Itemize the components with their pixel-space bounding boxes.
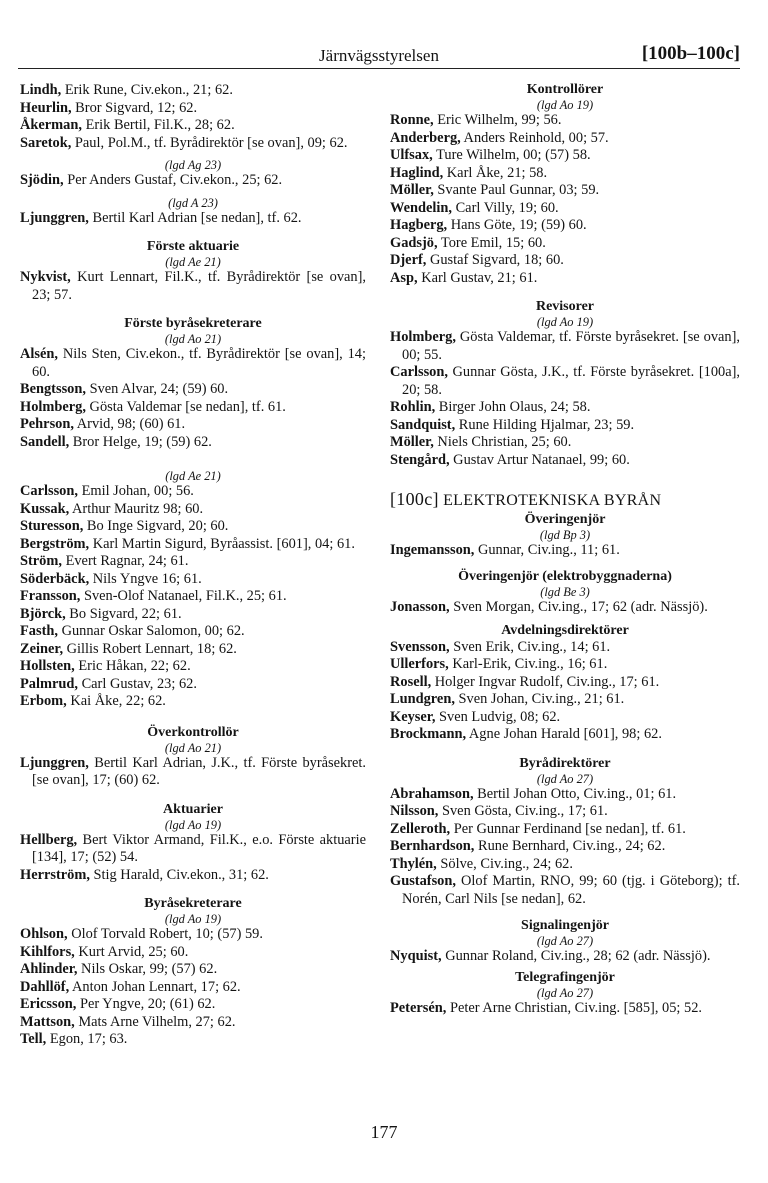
salary-grade: (lgd Ae 21) [165,469,221,483]
person-details: Bo Sigvard, 22; 61. [65,605,182,622]
list-item [20,346,366,381]
person-surname: Lundgren, [390,691,455,707]
list-item [20,1031,366,1049]
list-item [390,270,740,288]
list-item [20,693,366,711]
person-details: Evert Ragnar, 24; 61. [61,553,189,569]
list-item [20,755,366,790]
person-details: Per Anders Gustaf, Civ.ekon., 25; 62. [63,172,283,188]
person-details: Bror Sigvard, 12; 62. [71,99,198,116]
list-item [20,996,366,1014]
person-surname: Björck, [20,605,66,622]
person-surname: Zelleroth, [390,820,451,837]
person-surname: Holmberg, [390,329,456,345]
list-item [20,676,366,694]
person-surname: Åkerman, [20,117,82,133]
section [20,316,366,451]
list-item [390,856,740,874]
list-item [20,100,366,118]
list-item [390,639,740,657]
person-details: Bertil Johan Otto, Civ.ing., 01; 61. [473,785,677,802]
person-surname: Erbom, [20,693,67,709]
person-surname: Möller, [390,434,434,450]
person-surname: Söderbäck, [20,570,90,587]
person-details: Rune Bernhard, Civ.ing., 24; 62. [474,838,666,854]
right-column [390,82,740,1017]
list-item [390,873,740,908]
list-item [390,434,740,452]
person-details: Carl Villy, 19; 60. [451,199,559,216]
list-item [20,381,366,399]
person-details: Nils Yngve 16; 61. [89,570,202,587]
salary-grade: (lgd Ao 19) [164,817,222,832]
person-surname: Ullerfors, [390,656,449,672]
person-details: Eric Håkan, 22; 62. [74,658,191,674]
list-item [20,210,366,228]
person-surname: Holmberg, [20,398,86,415]
person-surname: Nyquist, [390,948,442,964]
person-details: Gillis Robert Lennart, 18; 62. [63,640,237,657]
list-item [20,518,366,536]
section [20,469,366,711]
person-details: Birger John Olaus, 24; 58. [435,399,591,415]
person-surname: Mattson, [20,1013,75,1030]
salary-grade: (lgd Ao 19) [536,98,594,112]
list-item [390,656,740,674]
person-surname: Hellberg, [20,831,78,848]
person-details: Sven Gösta, Civ.ing., 17; 61. [438,803,608,819]
list-item [390,165,740,183]
person-surname: Svensson, [390,638,450,655]
person-surname: Alsén, [20,346,58,362]
person-details: Karl Martin Sigurd, Byråassist. [601], 04; 61. [89,535,355,552]
person-details: Karl Gustav, 21; 61. [417,269,538,286]
person-details: Olof Martin, RNO, 99; 60 (tjg. i Göteborg); tf. Norén, Carl Nils [se nedan], 62. [402,873,740,907]
person-surname: Rosell, [390,673,432,690]
list-item [390,399,740,417]
list-item [20,483,366,501]
list-item [390,726,740,744]
list-item [20,606,366,624]
person-surname: Asp, [390,269,418,286]
person-surname: Rohlin, [390,399,436,415]
person-surname: Herrström, [20,866,90,883]
salary-grade: (lgd Ao 19) [536,315,594,329]
person-surname: Petersén, [390,999,447,1016]
person-details: Bertil Karl Adrian, J.K., tf. Förste byråsekret. [se ovan], 17; (60) 62. [32,754,366,788]
person-details: Nils Oskar, 99; (57) 62. [77,961,218,977]
page-number: 177 [370,1122,398,1142]
section [390,918,740,966]
person-surname: Abrahamson, [390,785,474,802]
person-surname: Keyser, [390,708,436,725]
list-item [20,501,366,519]
section-heading: Kontrollörer [526,82,604,97]
person-surname: Djerf, [390,252,427,268]
list-item [390,452,740,470]
person-details: Gustav Artur Natanael, 99; 60. [449,451,630,468]
person-surname: Kussak, [20,500,70,517]
person-surname: Sturesson, [20,518,84,534]
section [390,569,740,617]
running-header [18,40,740,69]
person-details: Sölve, Civ.ing., 24; 62. [436,855,573,872]
section-heading: Revisorer [535,299,595,314]
person-surname: Kihlfors, [20,943,75,960]
list-item [390,235,740,253]
section [390,299,740,469]
section [390,756,740,909]
person-details: Hans Göte, 19; (59) 60. [447,217,587,233]
person-surname: Saretok, [20,134,72,151]
person-surname: Palmrud, [20,675,78,692]
list-item [390,1000,740,1018]
list-item [20,172,366,190]
person-details: Agne Johan Harald [601], 98; 62. [466,726,662,742]
person-details: Erik Bertil, Fil.K., 28; 62. [81,117,235,133]
list-item [20,658,366,676]
section-heading: Överkontrollör [147,724,239,740]
running-title: Järnvägsstyrelsen [319,46,439,65]
section-heading: Överingenjör [524,511,606,527]
list-item [390,147,740,165]
list-item [20,269,366,304]
list-item [20,867,366,885]
salary-grade: (lgd Ao 21) [164,740,222,755]
list-item [20,399,366,417]
person-surname: Sandell, [20,433,70,450]
person-details: Sven Ludvig, 08; 62. [435,708,561,725]
list-item [390,329,740,364]
person-surname: Carlsson, [20,483,78,499]
person-details: Kurt Arvid, 25; 60. [74,943,189,960]
person-details: Mats Arne Vilhelm, 27; 62. [74,1013,236,1030]
person-details: Sven Alvar, 24; (59) 60. [85,381,229,397]
person-details: Stig Harald, Civ.ekon., 31; 62. [89,866,269,883]
person-surname: Ljunggren, [20,209,89,226]
person-details: Bo Inge Sigvard, 20; 60. [83,518,229,534]
section [20,158,366,190]
salary-grade: (lgd Ao 27) [536,771,594,786]
person-details: Arthur Mauritz 98; 60. [69,500,204,517]
person-surname: Gustafson, [390,873,456,889]
person-surname: Fasth, [20,623,58,639]
person-surname: Dahllöf, [20,978,70,995]
salary-grade: (lgd A 23) [168,195,218,210]
person-surname: Hagberg, [390,217,448,233]
salary-grade: (lgd Ae 21) [165,255,221,269]
person-details: Sven Morgan, Civ.ing., 17; 62 (adr. Nässjö). [449,599,708,615]
person-details: Sven-Olof Natanael, Fil.K., 25; 61. [80,588,287,604]
list-item [20,82,366,100]
person-details: Sven Johan, Civ.ing., 21; 61. [454,691,625,707]
section [20,896,366,1049]
left-column [20,82,366,1049]
list-item [390,182,740,200]
person-details: Gösta Valdemar, tf. Förste byråsekret. [se ovan], 00; 55. [402,329,740,363]
list-item [20,1014,366,1032]
person-surname: Ronne, [390,112,434,128]
person-surname: Bernhardson, [390,838,475,854]
list-item [20,588,366,606]
person-details: Tore Emil, 15; 60. [437,234,546,251]
list-item [390,112,740,130]
list-item [20,832,366,867]
section-heading: Signalingenjör [521,918,609,933]
person-details: Paul, Pol.M., tf. Byrådirektör [se ovan], 09; 62. [71,134,348,151]
list-item [390,130,740,148]
list-item [390,252,740,270]
list-item [20,434,366,452]
section [390,970,740,1018]
person-details: Niels Christian, 25; 60. [433,434,572,450]
person-surname: Gadsjö, [390,234,438,251]
list-item [390,786,740,804]
section-heading: Förste aktuarie [146,239,240,254]
list-item [390,803,740,821]
person-details: Karl-Erik, Civ.ing., 16; 61. [448,656,608,672]
person-surname: Pehrson, [20,416,74,432]
list-item [20,926,366,944]
list-item [390,599,740,617]
list-item [20,944,366,962]
list-item [390,674,740,692]
person-surname: Bengtsson, [20,381,86,397]
salary-grade: (lgd Ao 21) [164,332,222,346]
list-item [20,135,366,153]
list-item [390,364,740,399]
section [20,196,366,228]
person-surname: Ulfsax, [390,147,433,163]
list-item [20,641,366,659]
person-surname: Ingemansson, [390,541,475,558]
section-heading: Telegrafingenjör [515,969,615,985]
person-details: Kai Åke, 22; 62. [66,693,166,709]
section [20,239,366,304]
person-details: Bert Viktor Armand, Fil.K., e.o. Förste aktuarie [134], 17; (52) 54. [32,831,366,865]
list-item [390,217,740,235]
person-details: Nils Sten, Civ.ekon., tf. Byrådirektör [se ovan], 14; 60. [32,346,366,380]
person-surname: Brockmann, [390,726,467,742]
section [390,82,740,287]
list-item [390,691,740,709]
list-item [20,416,366,434]
salary-grade: (lgd Bp 3) [539,527,591,542]
list-item [390,542,740,560]
list-item [20,117,366,135]
person-surname: Tell, [20,1031,47,1047]
person-surname: Ohlson, [20,926,68,942]
person-surname: Lindh, [20,82,62,98]
salary-grade: (lgd Ao 19) [164,912,222,926]
person-surname: Ljunggren, [20,754,89,771]
person-surname: Anderberg, [390,129,461,146]
person-surname: Wendelin, [390,199,452,216]
person-surname: Nykvist, [20,269,71,285]
person-details: Peter Arne Christian, Civ.ing. [585], 05; 52. [446,999,703,1016]
list-item [390,200,740,218]
section-heading: Förste byråsekreterare [124,316,262,331]
person-details: Eric Wilhelm, 99; 56. [433,112,562,128]
person-details: Gunnar Roland, Civ.ing., 28; 62 (adr. Nässjö). [441,948,711,964]
section-heading: Byråsekreterare [144,896,242,911]
section-heading: Avdelningsdirektörer [501,622,629,638]
person-surname: Hollsten, [20,658,75,674]
person-details: Emil Johan, 00; 56. [77,483,194,499]
person-surname: Bergström, [20,535,90,552]
salary-grade: (lgd Ag 23) [164,158,222,172]
list-item [390,948,740,966]
section [390,623,740,744]
salary-grade: (lgd Ao 27) [536,985,594,1000]
person-surname: Haglind, [390,164,444,181]
person-surname: Stengård, [390,451,450,468]
person-details: Gösta Valdemar [se nedan], tf. 61. [85,398,286,415]
list-item [390,821,740,839]
person-details: Olof Torvald Robert, 10; (57) 59. [67,926,263,942]
list-item [390,417,740,435]
person-details: Per Yngve, 20; (61) 62. [76,996,216,1012]
list-item [20,553,366,571]
person-surname: Ström, [20,553,62,569]
person-details: Erik Rune, Civ.ekon., 21; 62. [61,82,233,98]
person-surname: Ericsson, [20,996,77,1012]
person-details: Arvid, 98; (60) 61. [73,416,186,432]
list-item [20,571,366,589]
person-surname: Möller, [390,182,434,198]
person-surname: Heurlin, [20,99,72,116]
person-details: Holger Ingvar Rudolf, Civ.ing., 17; 61. [431,673,660,690]
person-details: Sven Erik, Civ.ing., 14; 61. [449,638,611,655]
person-surname: Sjödin, [20,172,64,188]
list-item [390,838,740,856]
person-details: Kurt Lennart, Fil.K., tf. Byrådirektör [se ovan], 23; 57. [32,269,366,303]
department-code: [100c] [390,489,439,509]
list-item [20,979,366,997]
person-details: Anders Reinhold, 00; 57. [460,129,609,146]
section-heading: Överingenjör (elektrobyggnaderna) [458,569,672,584]
person-details: Gunnar, Civ.ing., 11; 61. [474,541,620,558]
person-details: Gunnar Oskar Salomon, 00; 62. [57,623,245,639]
section-range: [100b–100c] [641,43,740,64]
section-heading: Byrådirektörer [519,755,611,771]
section [390,512,740,560]
person-details: Per Gunnar Ferdinand [se nedan], tf. 61. [450,820,686,837]
salary-grade: (lgd Be 3) [540,585,590,599]
section [20,802,366,885]
list-item [20,536,366,554]
department-name: ELEKTROTEKNISKA BYRÅN [443,492,662,509]
person-details: Ture Wilhelm, 00; (57) 58. [432,147,591,163]
person-details: Gustaf Sigvard, 18; 60. [426,252,564,268]
person-details: Svante Paul Gunnar, 03; 59. [433,182,600,198]
person-details: Bertil Karl Adrian [se nedan], tf. 62. [88,209,302,226]
list-item [20,961,366,979]
list-item [390,709,740,727]
person-surname: Thylén, [390,855,437,872]
section [20,725,366,790]
person-surname: Ahlinder, [20,961,78,977]
department-heading [390,491,740,510]
section [20,82,366,152]
person-surname: Nilsson, [390,803,439,819]
person-details: Karl Åke, 21; 58. [443,164,548,181]
list-item [20,623,366,641]
person-details: Anton Johan Lennart, 17; 62. [69,978,241,995]
person-surname: Fransson, [20,588,81,604]
salary-grade: (lgd Ao 27) [536,934,594,948]
section [390,491,740,510]
section-heading: Aktuarier [163,801,223,817]
person-surname: Jonasson, [390,599,450,615]
person-details: Egon, 17; 63. [46,1031,128,1047]
person-details: Rune Hilding Hjalmar, 23; 59. [455,416,635,433]
person-details: Carl Gustav, 23; 62. [77,675,197,692]
person-surname: Sandquist, [390,416,456,433]
person-details: Gunnar Gösta, J.K., tf. Förste byråsekret. [100a], 20; 58. [402,364,740,398]
person-surname: Carlsson, [390,364,448,380]
person-details: Bror Helge, 19; (59) 62. [69,433,212,450]
person-surname: Zeiner, [20,640,64,657]
